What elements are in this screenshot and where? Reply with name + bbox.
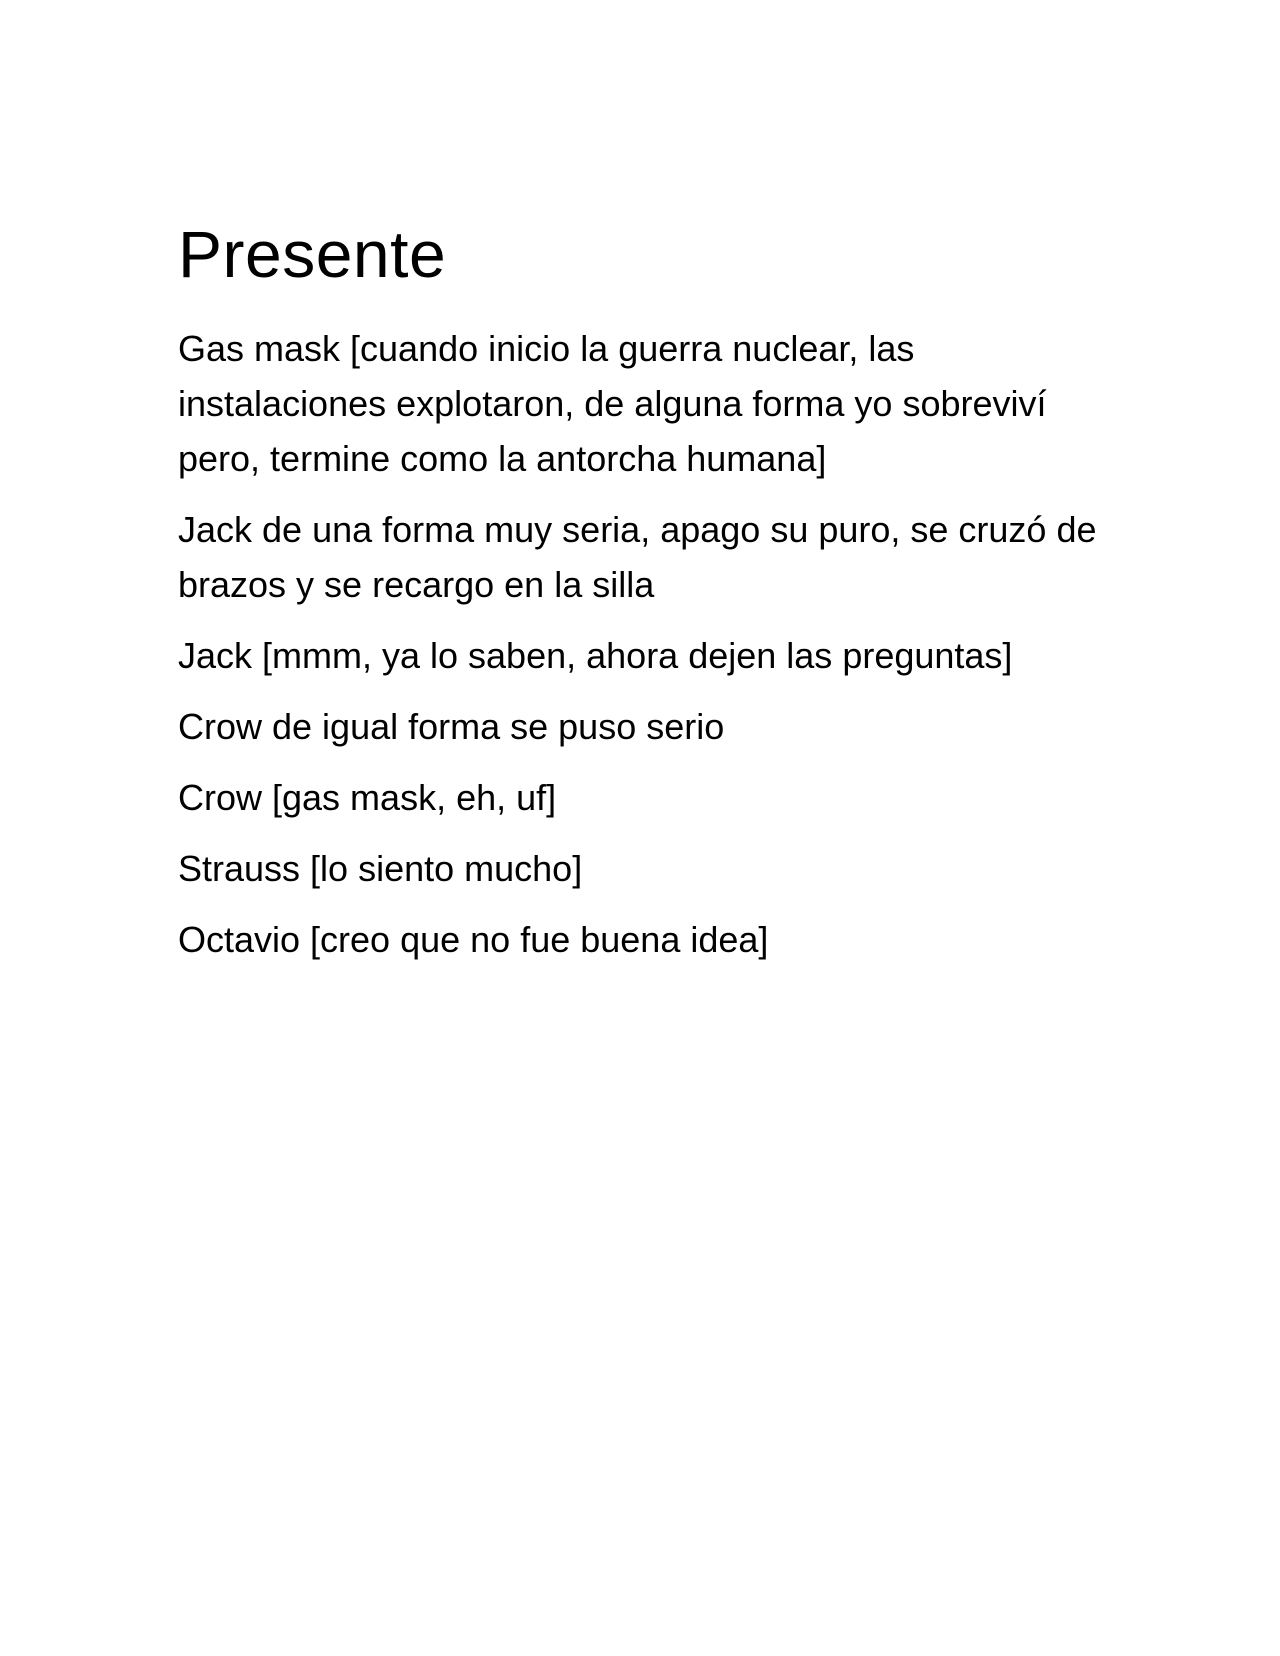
paragraph-strauss-line: Strauss [lo siento mucho] (178, 847, 583, 889)
document-body (178, 218, 1098, 983)
paragraph-jack-action: Jack de una forma muy seria, apago su puro, se cruzó de brazos y se recargo en la silla (178, 508, 1097, 605)
paragraph-octavio-line: Octavio [creo que no fue buena idea] (178, 918, 769, 960)
paragraph-crow-line: Crow [gas mask, eh, uf] (178, 776, 557, 818)
paragraph-jack-line: Jack [mmm, ya lo saben, ahora dejen las preguntas] (178, 634, 1013, 676)
paragraph-gas-mask-intro: Gas mask [cuando inicio la guerra nuclear, las instalaciones explotaron, de alguna forma yo sobreviví pero, termine como la antorcha humana] (178, 327, 1047, 479)
paragraph-crow-action: Crow de igual forma se puso serio (178, 705, 725, 747)
page-title: Presente (178, 217, 447, 291)
